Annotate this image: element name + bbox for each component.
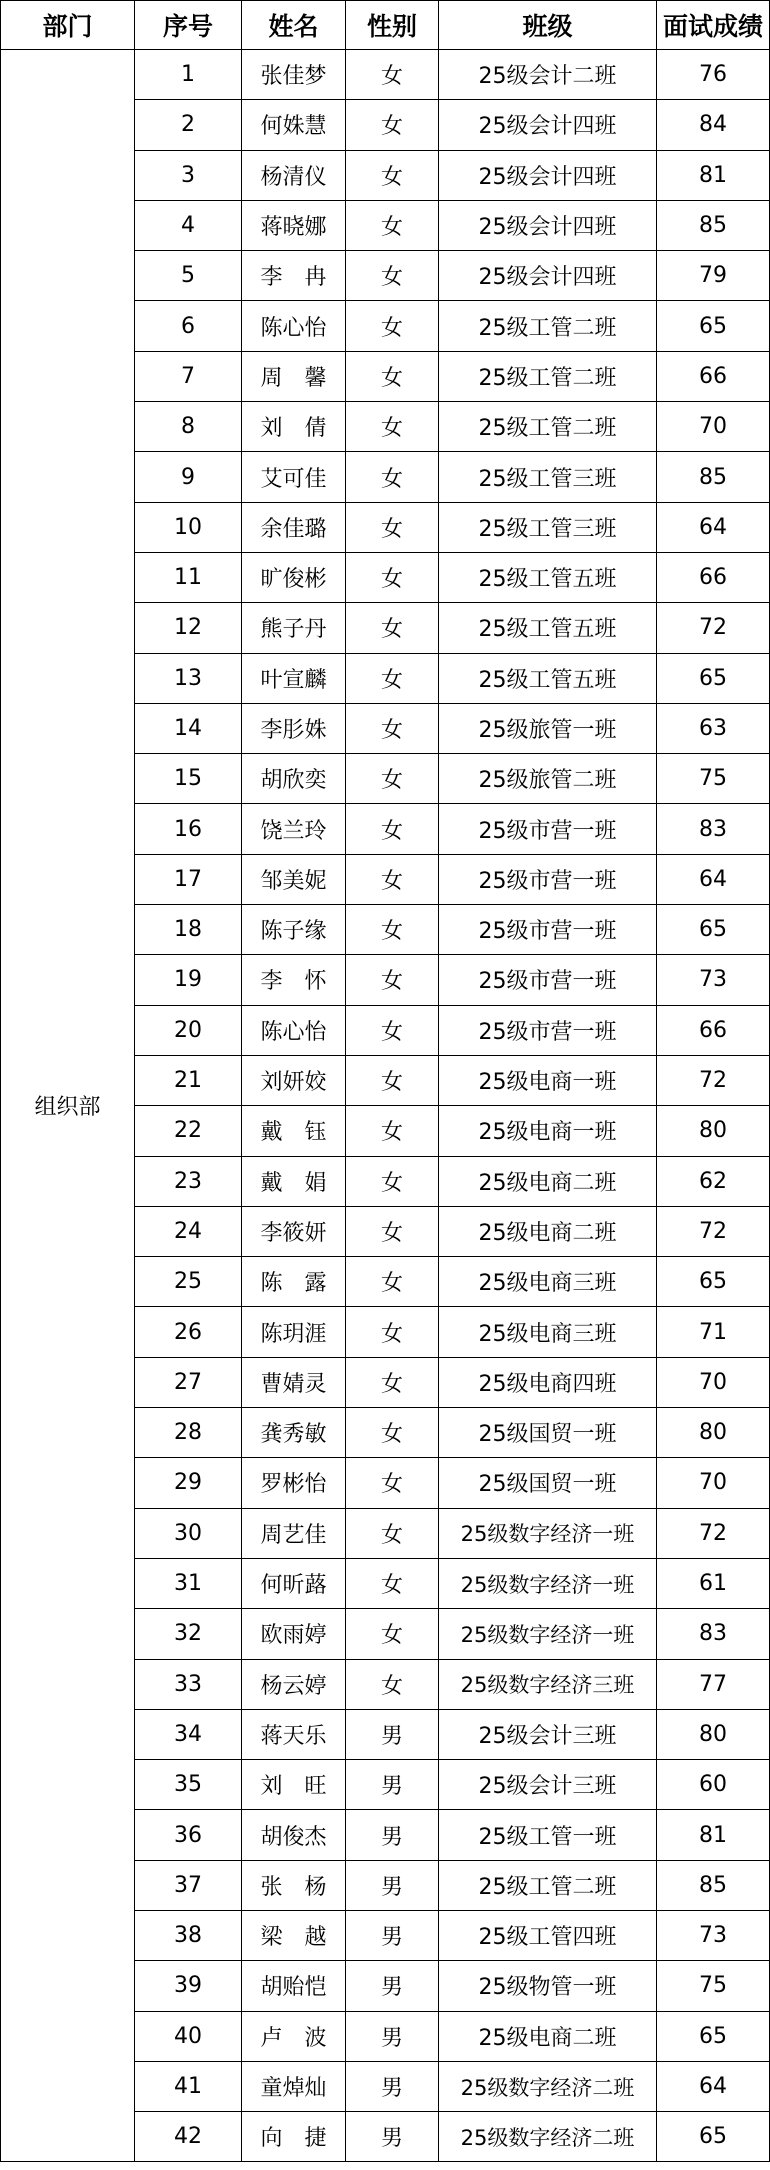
cell-score: 66	[657, 351, 770, 401]
cell-gender: 女	[346, 1508, 439, 1558]
cell-score: 83	[657, 804, 770, 854]
cell-class: 25级旅管二班	[439, 754, 657, 804]
cell-name: 李筱妍	[242, 1206, 346, 1256]
cell-name: 刘妍姣	[242, 1055, 346, 1105]
cell-score: 65	[657, 905, 770, 955]
cell-no: 7	[135, 351, 242, 401]
cell-name: 余佳璐	[242, 502, 346, 552]
table-body	[1, 50, 770, 2162]
cell-class: 25级数字经济二班	[439, 2061, 657, 2111]
cell-class: 25级工管四班	[439, 1910, 657, 1960]
cell-gender: 女	[346, 502, 439, 552]
cell-name: 陈 露	[242, 1257, 346, 1307]
cell-no: 9	[135, 452, 242, 502]
cell-gender: 女	[346, 100, 439, 150]
cell-class: 25级数字经济一班	[439, 1609, 657, 1659]
cell-gender: 男	[346, 1810, 439, 1860]
cell-gender: 女	[346, 402, 439, 452]
cell-gender: 女	[346, 854, 439, 904]
cell-score: 65	[657, 2011, 770, 2061]
header-score: 面试成绩	[657, 1, 770, 50]
cell-score: 80	[657, 1408, 770, 1458]
cell-no: 3	[135, 150, 242, 200]
cell-gender: 男	[346, 1760, 439, 1810]
cell-no: 29	[135, 1458, 242, 1508]
cell-score: 64	[657, 2061, 770, 2111]
cell-score: 83	[657, 1609, 770, 1659]
cell-name: 蒋晓娜	[242, 200, 346, 250]
cell-class: 25级电商二班	[439, 1206, 657, 1256]
cell-no: 26	[135, 1307, 242, 1357]
cell-score: 76	[657, 50, 770, 100]
cell-score: 79	[657, 251, 770, 301]
cell-no: 32	[135, 1609, 242, 1659]
cell-name: 饶兰玲	[242, 804, 346, 854]
cell-class: 25级国贸一班	[439, 1458, 657, 1508]
cell-class: 25级电商一班	[439, 1055, 657, 1105]
cell-no: 2	[135, 100, 242, 150]
cell-class: 25级工管五班	[439, 653, 657, 703]
cell-score: 65	[657, 1257, 770, 1307]
cell-score: 70	[657, 1458, 770, 1508]
cell-class: 25级电商二班	[439, 1156, 657, 1206]
cell-gender: 女	[346, 1156, 439, 1206]
cell-class: 25级会计四班	[439, 150, 657, 200]
cell-score: 64	[657, 854, 770, 904]
cell-no: 21	[135, 1055, 242, 1105]
cell-class: 25级会计四班	[439, 100, 657, 150]
cell-name: 龚秀敏	[242, 1408, 346, 1458]
cell-gender: 男	[346, 2061, 439, 2111]
cell-no: 19	[135, 955, 242, 1005]
cell-gender: 女	[346, 351, 439, 401]
cell-score: 72	[657, 1055, 770, 1105]
cell-class: 25级工管五班	[439, 603, 657, 653]
header-gender: 性别	[346, 1, 439, 50]
cell-name: 戴 娟	[242, 1156, 346, 1206]
cell-class: 25级数字经济一班	[439, 1558, 657, 1608]
cell-class: 25级电商二班	[439, 2011, 657, 2061]
cell-class: 25级会计四班	[439, 251, 657, 301]
cell-score: 70	[657, 402, 770, 452]
cell-name: 李 怀	[242, 955, 346, 1005]
cell-score: 85	[657, 1860, 770, 1910]
cell-name: 胡欣奕	[242, 754, 346, 804]
cell-score: 75	[657, 1961, 770, 2011]
cell-class: 25级会计四班	[439, 200, 657, 250]
cell-class: 25级工管三班	[439, 452, 657, 502]
cell-gender: 女	[346, 804, 439, 854]
cell-gender: 女	[346, 1408, 439, 1458]
cell-no: 16	[135, 804, 242, 854]
cell-score: 75	[657, 754, 770, 804]
cell-score: 73	[657, 955, 770, 1005]
cell-no: 38	[135, 1910, 242, 1960]
cell-gender: 女	[346, 301, 439, 351]
cell-score: 85	[657, 452, 770, 502]
cell-name: 陈心怡	[242, 1005, 346, 1055]
cell-class: 25级工管二班	[439, 402, 657, 452]
cell-class: 25级会计二班	[439, 50, 657, 100]
cell-no: 27	[135, 1357, 242, 1407]
cell-class: 25级工管二班	[439, 301, 657, 351]
cell-class: 25级市营一班	[439, 854, 657, 904]
cell-score: 81	[657, 1810, 770, 1860]
cell-gender: 女	[346, 1558, 439, 1608]
cell-no: 42	[135, 2112, 242, 2162]
cell-no: 35	[135, 1760, 242, 1810]
cell-name: 杨云婷	[242, 1659, 346, 1709]
cell-name: 何姝慧	[242, 100, 346, 150]
cell-score: 80	[657, 1709, 770, 1759]
cell-gender: 男	[346, 2011, 439, 2061]
cell-no: 24	[135, 1206, 242, 1256]
cell-gender: 女	[346, 1005, 439, 1055]
cell-no: 8	[135, 402, 242, 452]
cell-no: 34	[135, 1709, 242, 1759]
cell-no: 33	[135, 1659, 242, 1709]
cell-gender: 女	[346, 603, 439, 653]
cell-no: 37	[135, 1860, 242, 1910]
cell-score: 65	[657, 301, 770, 351]
header-dept: 部门	[1, 1, 135, 50]
cell-name: 陈子缘	[242, 905, 346, 955]
cell-gender: 女	[346, 150, 439, 200]
cell-class: 25级电商一班	[439, 1106, 657, 1156]
cell-class: 25级旅管一班	[439, 703, 657, 753]
cell-gender: 女	[346, 251, 439, 301]
cell-class: 25级工管五班	[439, 552, 657, 602]
cell-no: 30	[135, 1508, 242, 1558]
cell-no: 17	[135, 854, 242, 904]
cell-class: 25级工管三班	[439, 502, 657, 552]
cell-no: 41	[135, 2061, 242, 2111]
cell-name: 邹美妮	[242, 854, 346, 904]
cell-gender: 女	[346, 1307, 439, 1357]
cell-gender: 女	[346, 1206, 439, 1256]
cell-score: 60	[657, 1760, 770, 1810]
cell-score: 81	[657, 150, 770, 200]
cell-score: 84	[657, 100, 770, 150]
cell-score: 61	[657, 1558, 770, 1608]
cell-class: 25级工管一班	[439, 1810, 657, 1860]
cell-name: 向 捷	[242, 2112, 346, 2162]
cell-name: 卢 波	[242, 2011, 346, 2061]
cell-score: 65	[657, 653, 770, 703]
cell-score: 80	[657, 1106, 770, 1156]
cell-score: 66	[657, 552, 770, 602]
cell-class: 25级市营一班	[439, 905, 657, 955]
cell-no: 15	[135, 754, 242, 804]
cell-no: 10	[135, 502, 242, 552]
cell-gender: 女	[346, 1609, 439, 1659]
cell-class: 25级电商三班	[439, 1307, 657, 1357]
cell-gender: 女	[346, 754, 439, 804]
cell-name: 梁 越	[242, 1910, 346, 1960]
cell-no: 6	[135, 301, 242, 351]
cell-name: 李 冉	[242, 251, 346, 301]
cell-no: 22	[135, 1106, 242, 1156]
header-class: 班级	[439, 1, 657, 50]
cell-gender: 女	[346, 552, 439, 602]
cell-no: 4	[135, 200, 242, 250]
cell-no: 12	[135, 603, 242, 653]
cell-no: 23	[135, 1156, 242, 1206]
cell-name: 刘 旺	[242, 1760, 346, 1810]
cell-no: 39	[135, 1961, 242, 2011]
cell-score: 63	[657, 703, 770, 753]
cell-name: 何昕蕗	[242, 1558, 346, 1608]
cell-class: 25级工管二班	[439, 1860, 657, 1910]
cell-name: 曹婧灵	[242, 1357, 346, 1407]
cell-no: 20	[135, 1005, 242, 1055]
cell-class: 25级电商三班	[439, 1257, 657, 1307]
cell-name: 胡贻恺	[242, 1961, 346, 2011]
cell-gender: 女	[346, 1458, 439, 1508]
cell-no: 25	[135, 1257, 242, 1307]
cell-no: 13	[135, 653, 242, 703]
cell-name: 罗彬怡	[242, 1458, 346, 1508]
cell-name: 欧雨婷	[242, 1609, 346, 1659]
header-row	[1, 1, 770, 50]
department-cell: 组织部	[1, 50, 135, 2162]
cell-name: 李肜姝	[242, 703, 346, 753]
cell-gender: 男	[346, 1709, 439, 1759]
cell-score: 66	[657, 1005, 770, 1055]
cell-class: 25级市营一班	[439, 1005, 657, 1055]
cell-no: 14	[135, 703, 242, 753]
cell-score: 62	[657, 1156, 770, 1206]
cell-name: 艾可佳	[242, 452, 346, 502]
cell-gender: 女	[346, 200, 439, 250]
cell-gender: 女	[346, 1659, 439, 1709]
cell-score: 65	[657, 2112, 770, 2162]
cell-gender: 女	[346, 50, 439, 100]
cell-score: 77	[657, 1659, 770, 1709]
cell-class: 25级电商四班	[439, 1357, 657, 1407]
cell-no: 18	[135, 905, 242, 955]
cell-gender: 女	[346, 452, 439, 502]
header-name: 姓名	[242, 1, 346, 50]
cell-name: 戴 钰	[242, 1106, 346, 1156]
cell-name: 叶宣麟	[242, 653, 346, 703]
cell-gender: 男	[346, 1961, 439, 2011]
cell-score: 64	[657, 502, 770, 552]
cell-no: 40	[135, 2011, 242, 2061]
cell-name: 周 馨	[242, 351, 346, 401]
cell-name: 刘 倩	[242, 402, 346, 452]
cell-gender: 女	[346, 1257, 439, 1307]
cell-score: 72	[657, 603, 770, 653]
cell-class: 25级会计三班	[439, 1709, 657, 1759]
cell-gender: 女	[346, 905, 439, 955]
cell-gender: 女	[346, 1106, 439, 1156]
cell-class: 25级数字经济一班	[439, 1508, 657, 1558]
cell-class: 25级会计三班	[439, 1760, 657, 1810]
table-row	[1, 50, 770, 100]
cell-gender: 男	[346, 2112, 439, 2162]
cell-score: 70	[657, 1357, 770, 1407]
cell-gender: 女	[346, 1357, 439, 1407]
cell-name: 旷俊彬	[242, 552, 346, 602]
cell-name: 陈玥涯	[242, 1307, 346, 1357]
cell-score: 73	[657, 1910, 770, 1960]
cell-class: 25级市营一班	[439, 955, 657, 1005]
cell-no: 31	[135, 1558, 242, 1608]
cell-name: 张 杨	[242, 1860, 346, 1910]
cell-no: 28	[135, 1408, 242, 1458]
cell-name: 周艺佳	[242, 1508, 346, 1558]
cell-name: 杨清仪	[242, 150, 346, 200]
cell-class: 25级工管二班	[439, 351, 657, 401]
cell-no: 5	[135, 251, 242, 301]
cell-class: 25级国贸一班	[439, 1408, 657, 1458]
cell-gender: 男	[346, 1860, 439, 1910]
cell-gender: 女	[346, 955, 439, 1005]
cell-name: 熊子丹	[242, 603, 346, 653]
cell-score: 72	[657, 1206, 770, 1256]
cell-class: 25级数字经济二班	[439, 2112, 657, 2162]
cell-no: 11	[135, 552, 242, 602]
cell-name: 陈心怡	[242, 301, 346, 351]
cell-class: 25级市营一班	[439, 804, 657, 854]
cell-gender: 女	[346, 1055, 439, 1105]
cell-name: 蒋天乐	[242, 1709, 346, 1759]
cell-name: 胡俊杰	[242, 1810, 346, 1860]
cell-class: 25级数字经济三班	[439, 1659, 657, 1709]
table-header	[1, 1, 770, 50]
cell-class: 25级物管一班	[439, 1961, 657, 2011]
cell-score: 85	[657, 200, 770, 250]
cell-no: 1	[135, 50, 242, 100]
cell-score: 72	[657, 1508, 770, 1558]
cell-score: 71	[657, 1307, 770, 1357]
header-no: 序号	[135, 1, 242, 50]
cell-gender: 男	[346, 1910, 439, 1960]
cell-name: 童焯灿	[242, 2061, 346, 2111]
cell-name: 张佳梦	[242, 50, 346, 100]
cell-gender: 女	[346, 703, 439, 753]
cell-no: 36	[135, 1810, 242, 1860]
cell-gender: 女	[346, 653, 439, 703]
